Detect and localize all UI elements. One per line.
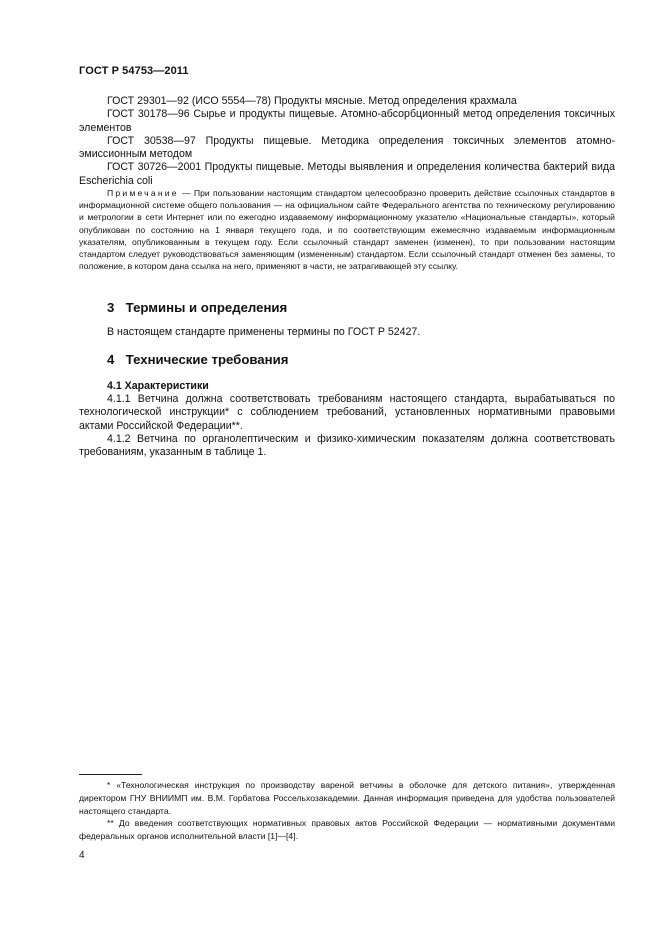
note-paragraph xyxy=(79,187,615,272)
footnote-item: ** До введения соответствующих нормативных правовых актов Российской Федерации — нормативными документами федеральных органов исполнительной власти [1]—[4]. xyxy=(79,818,615,842)
note-text: — При пользовании настоящим стандартом целесообразно проверить действие ссылочных стандартов в информационной системе общего пользования — на официальном сайте Федерального агентства по техническому регулированию и метрологии в сети Интернет или по ежегодно издаваемому информационному указателю «Национальные стандарты», который опубликован по состоянию на 1 января текущего года, и по соответствующим ежемесячно издаваемым информационным указателям, опубликованным в текущем году. Если ссылочный стандарт заменен (изменен), то при пользовании настоящим стандартом следует руководствоваться заменяющим (измененным) стандартом. Если ссылочный стандарт отменен без замены, то положение, в котором дана ссылка на него, применяют в части, не затрагивающей эту ссылку. xyxy=(79,188,615,272)
section-number: 3 xyxy=(107,300,115,315)
footnotes xyxy=(79,779,615,843)
page-number: 4 xyxy=(79,850,85,861)
reference-item: ГОСТ 30726—2001 Продукты пищевые. Методы выявления и определения количества бактерий вида Escherichia coli xyxy=(79,161,615,187)
note-block xyxy=(79,187,615,272)
section-3-paragraph: В настоящем стандарте применены термины по ГОСТ Р 52427. xyxy=(107,326,421,338)
section-3-body xyxy=(79,326,615,339)
footnote-separator xyxy=(79,774,142,775)
footnote-item: * «Технологическая инструкция по производству вареной ветчины в оболочке для детского питания», утвержденная директором ГНУ ВНИИМП им. В.М. Горбатова Россельхозакадемии. Данная информация приведена для удобства пользователей настоящего стандарта. xyxy=(79,780,615,816)
subsection-4-1-heading: 4.1 Характеристики xyxy=(107,380,209,392)
section-title: Технические требования xyxy=(125,352,289,367)
paragraph-4-1-2: 4.1.2 Ветчина по органолептическим и физико-химическим показателям должна соответствовать требованиям, указанным в таблице 1. xyxy=(79,432,615,459)
reference-item: ГОСТ 30538—97 Продукты пищевые. Методика определения токсичных элементов атомно-эмиссионным методом xyxy=(79,134,615,161)
document-header: ГОСТ Р 54753—2011 xyxy=(79,65,189,77)
section-title: Термины и определения xyxy=(125,300,288,315)
reference-item: ГОСТ 29301—92 (ИСО 5554—78) Продукты мясные. Метод определения крахмала xyxy=(107,95,517,107)
references-list xyxy=(79,95,615,188)
section-3-heading xyxy=(107,300,287,315)
reference-item: ГОСТ 30178—96 Сырье и продукты пищевые. Атомно-абсорбционный метод определения токсичных элементов xyxy=(79,108,615,134)
paragraph-4-1-1: 4.1.1 Ветчина должна соответствовать требованиям настоящего стандарта, вырабатываться по технологической инструкции* с соблюдением требований, установленных нормативными правовыми актами Российской Федерации**. xyxy=(79,393,615,432)
section-number: 4 xyxy=(107,352,115,367)
section-4-heading xyxy=(107,352,288,367)
note-label: Примечание xyxy=(107,188,179,198)
section-4-body xyxy=(79,393,615,459)
